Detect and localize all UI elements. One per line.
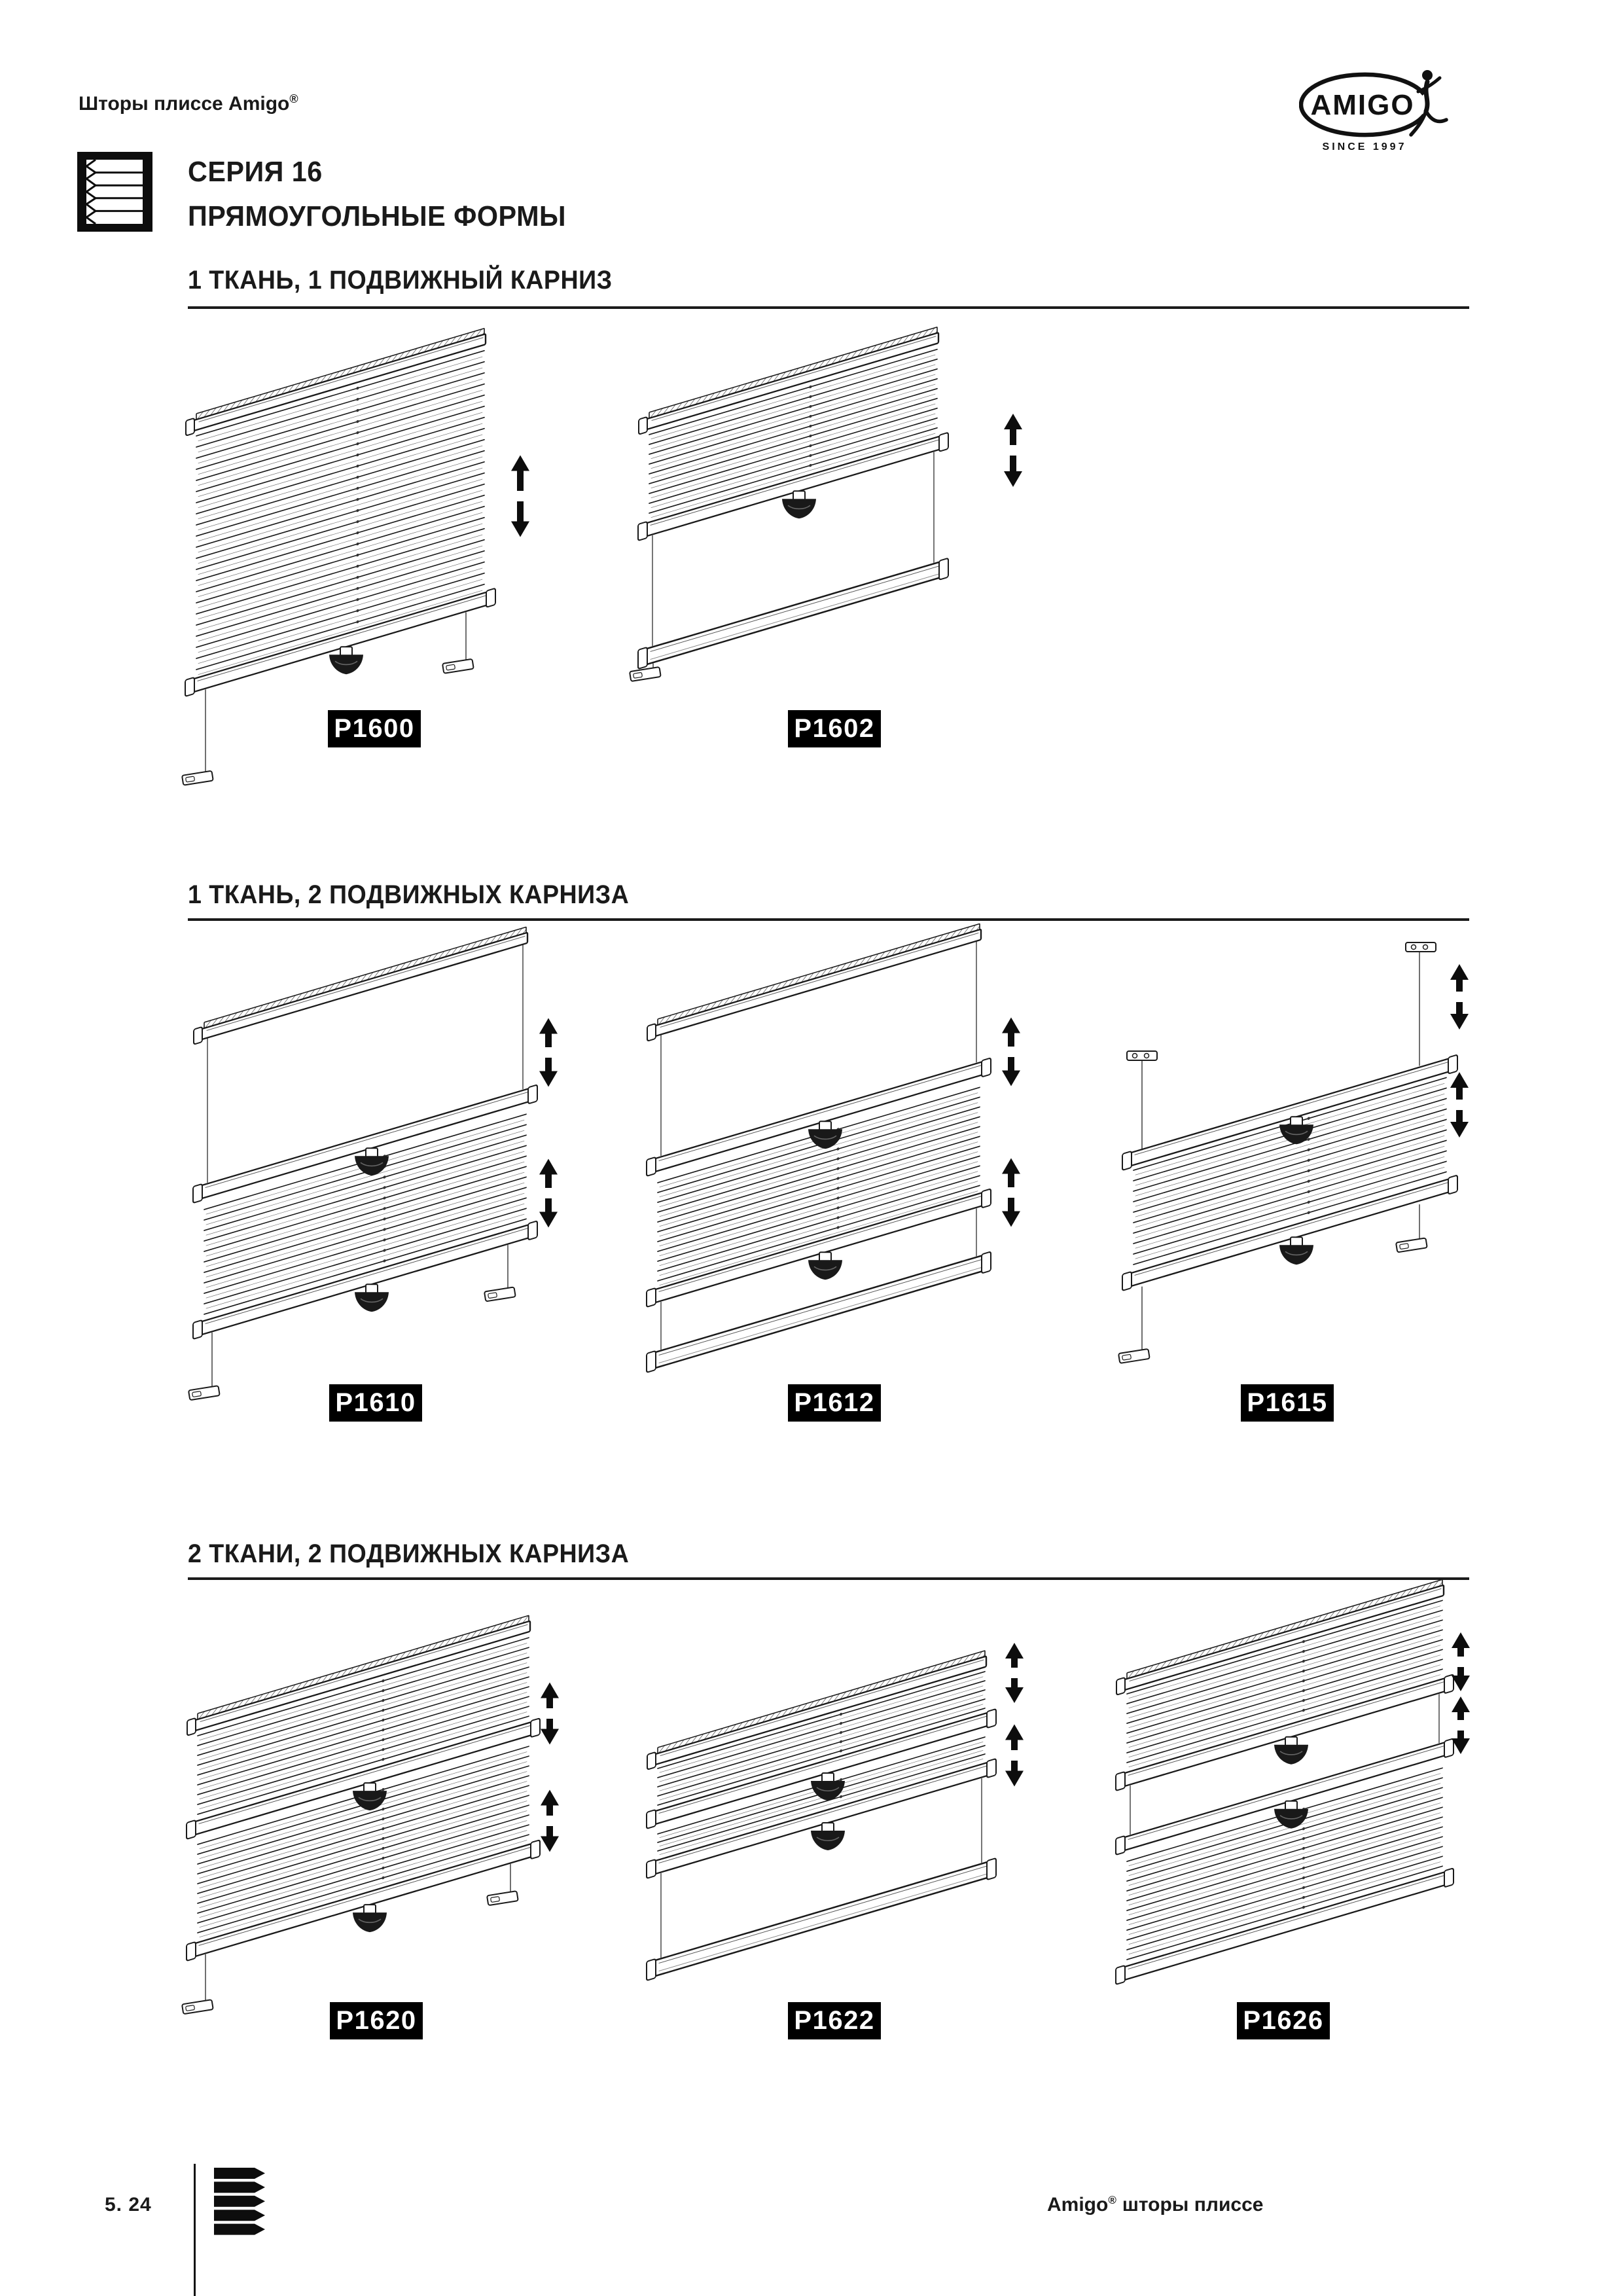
wall-bracket-icon (1406, 942, 1436, 952)
footer-brand-text: Amigo (1047, 2194, 1109, 2215)
section-rule-1 (188, 306, 1469, 309)
handle-icon (1274, 1801, 1308, 1829)
handle-icon (811, 1823, 845, 1850)
handle-icon (782, 491, 816, 518)
section-rule-2 (188, 918, 1469, 921)
page-number: 5. 24 (105, 2194, 152, 2215)
double-arrow-icon (539, 1159, 558, 1228)
double-arrow-icon (541, 1790, 559, 1852)
handle-icon (353, 1783, 387, 1810)
handle-icon (808, 1121, 842, 1149)
section-rule-3 (188, 1577, 1469, 1580)
double-arrow-icon (1452, 1696, 1470, 1754)
double-arrow-icon (541, 1683, 559, 1745)
product-chip-p1610: P1610 (329, 1384, 422, 1422)
logo-wordmark: AMIGO (1310, 89, 1415, 121)
double-arrow-icon (511, 456, 529, 537)
section-title-3: 2 ТКАНИ, 2 ПОДВИЖНЫХ КАРНИЗА (188, 1539, 630, 1568)
handle-icon (1279, 1117, 1313, 1144)
handle-icon (355, 1284, 389, 1312)
double-arrow-icon (1452, 1632, 1470, 1691)
section-title-1: 1 ТКАНЬ, 1 ПОДВИЖНЫЙ КАРНИЗ (188, 266, 613, 295)
product-chip-p1615: P1615 (1241, 1384, 1334, 1422)
handle-icon (329, 647, 363, 674)
tension-bracket-icon (630, 667, 661, 681)
product-chip-p1602: P1602 (788, 710, 881, 747)
product-chip-p1620: P1620 (330, 2002, 423, 2039)
diagram-p1612 (647, 920, 1020, 1372)
product-chip-p1626: P1626 (1237, 2002, 1330, 2039)
tension-bracket-icon (182, 771, 213, 785)
series-title: СЕРИЯ 16 (188, 156, 323, 188)
footer-divider (194, 2164, 196, 2296)
tension-bracket-icon (487, 1891, 518, 1905)
header-brand-text: Шторы плиссе Amigo (79, 93, 290, 115)
amigo-logo (1299, 64, 1456, 156)
handle-icon (1279, 1237, 1313, 1265)
series-subtitle: ПРЯМОУГОЛЬНЫЕ ФОРМЫ (188, 200, 566, 232)
handle-icon (355, 1148, 389, 1175)
diagram-p1615 (1118, 942, 1469, 1363)
handle-icon (1274, 1737, 1308, 1765)
diagram-p1626 (1116, 1576, 1470, 1984)
diagram-p1620 (182, 1612, 559, 2014)
diagram-p1622 (647, 1643, 1024, 1981)
tension-bracket-icon (1118, 1349, 1150, 1363)
product-chip-p1600: P1600 (328, 710, 421, 747)
series-pleated-blind-icon (77, 152, 152, 232)
tension-bracket-icon (182, 2000, 213, 2014)
footer-pleated-blind-icon (213, 2168, 268, 2238)
double-arrow-icon (1450, 1072, 1469, 1138)
double-arrow-icon (1004, 414, 1022, 487)
dancer-icon (1411, 70, 1446, 135)
diagram-p1610 (188, 924, 558, 1400)
section-title-2: 1 ТКАНЬ, 2 ПОДВИЖНЫХ КАРНИЗА (188, 880, 630, 909)
double-arrow-icon (1450, 964, 1469, 1030)
product-chip-p1612: P1612 (788, 1384, 881, 1422)
tension-bracket-icon (442, 659, 474, 673)
handle-icon (353, 1905, 387, 1932)
wall-bracket-icon (1127, 1051, 1157, 1060)
registered-mark: ® (1108, 2194, 1116, 2206)
tension-bracket-icon (484, 1287, 516, 1301)
footer-brand-line (1047, 2194, 1263, 2216)
double-arrow-icon (1002, 1158, 1020, 1227)
double-arrow-icon (1005, 1725, 1024, 1787)
handle-icon (808, 1252, 842, 1280)
diagram-p1602 (630, 324, 1022, 681)
tension-bracket-icon (1396, 1238, 1427, 1252)
tension-bracket-icon (188, 1386, 220, 1400)
logo-since: SINCE 1997 (1322, 141, 1407, 152)
double-arrow-icon (1005, 1643, 1024, 1703)
product-chip-p1622: P1622 (788, 2002, 881, 2039)
registered-mark: ® (289, 92, 298, 105)
header-brand-line (79, 92, 298, 115)
double-arrow-icon (1002, 1018, 1020, 1086)
double-arrow-icon (539, 1018, 558, 1087)
handle-icon (811, 1773, 845, 1801)
footer-brand-rest: шторы плиссе (1122, 2194, 1264, 2215)
